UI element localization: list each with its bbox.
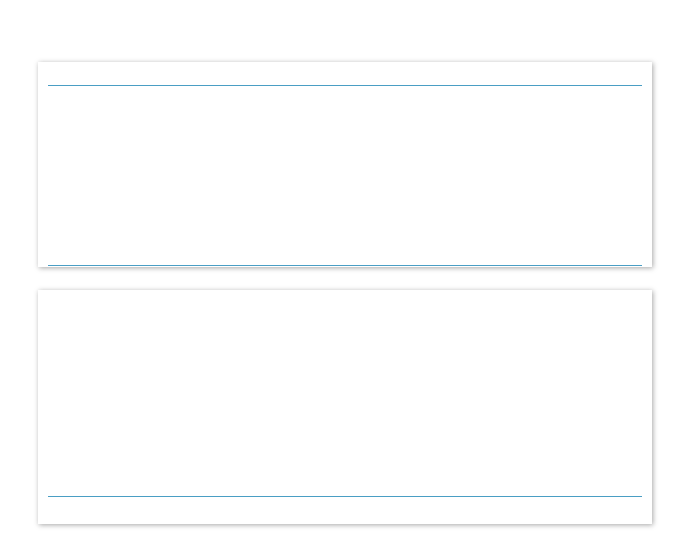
mini-calendar: [548, 442, 640, 443]
planner-page-top: [38, 62, 652, 267]
planner-page-bottom: [38, 290, 652, 524]
spiral-binding: [38, 267, 652, 290]
bottom-page-divider: [48, 496, 642, 497]
bottom-divider: [48, 265, 642, 266]
header-divider: [48, 85, 642, 86]
